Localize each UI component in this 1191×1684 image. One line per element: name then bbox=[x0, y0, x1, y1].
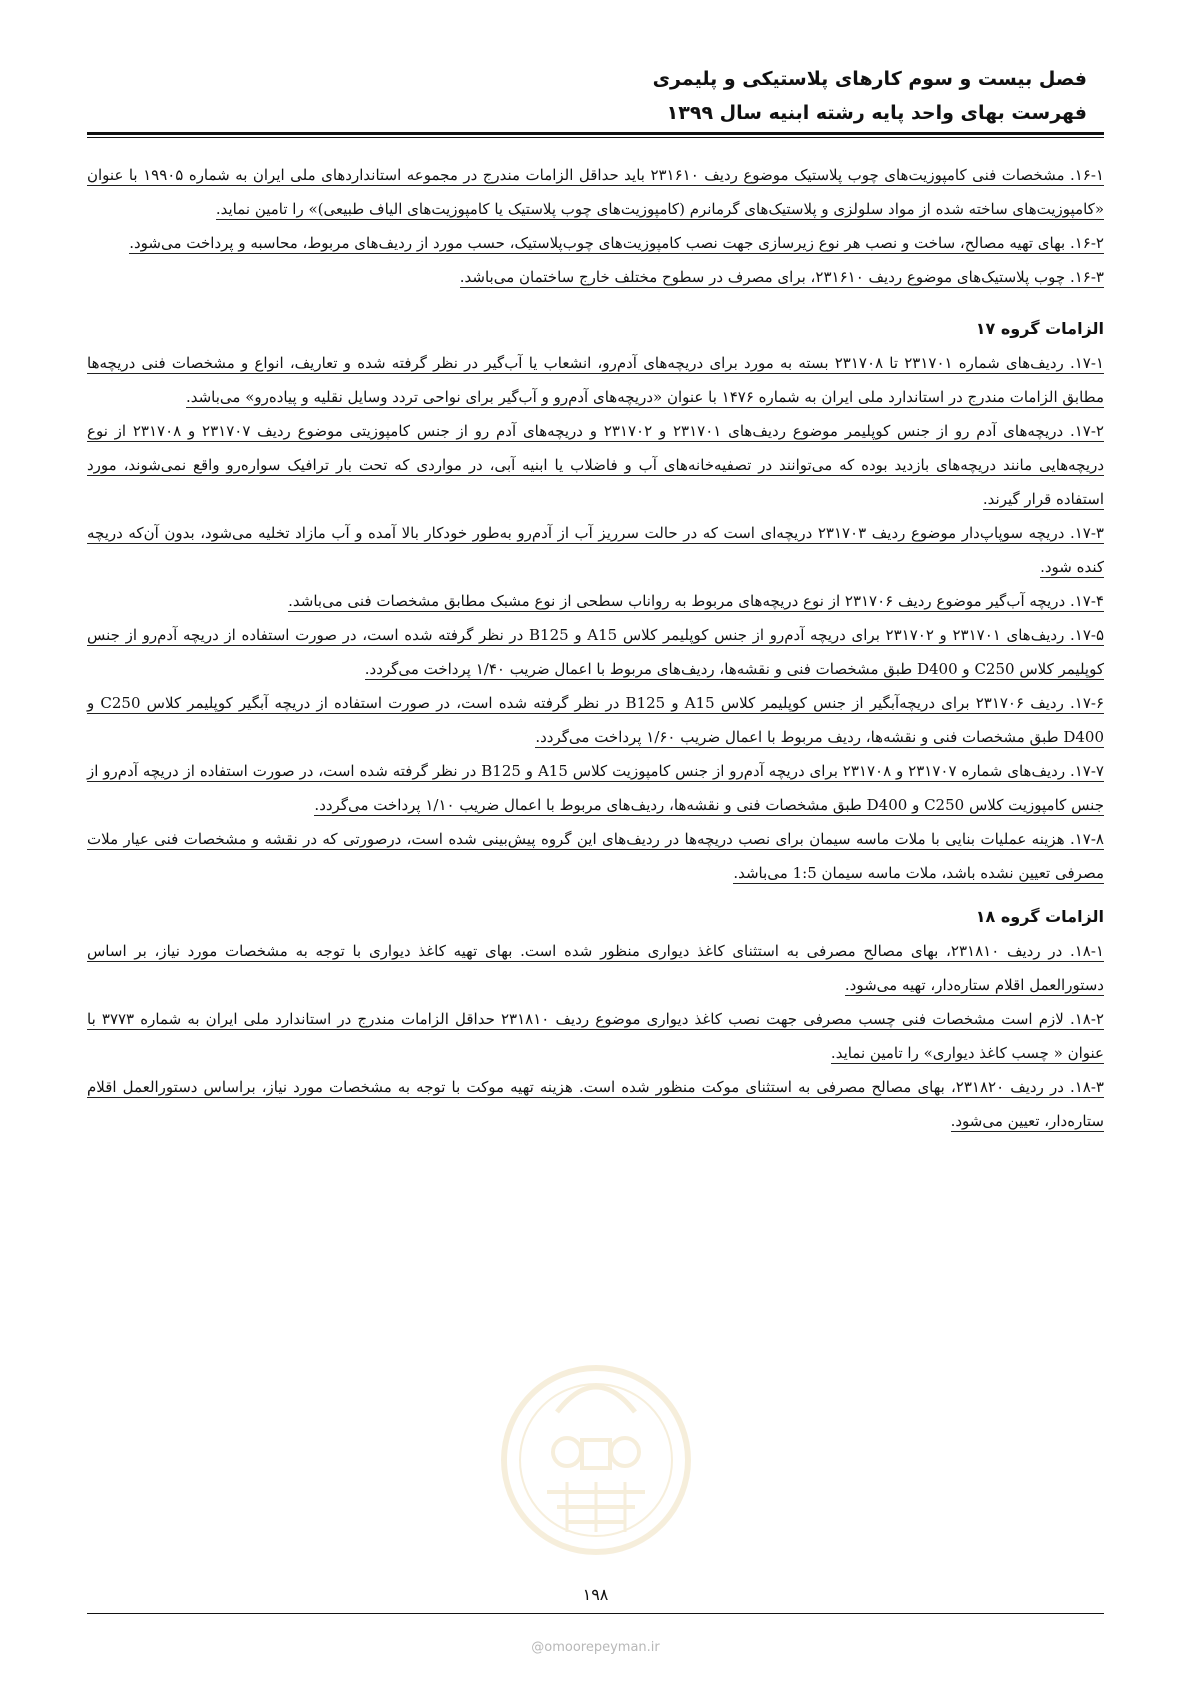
paragraph-17-4: ۱۷-۴. دریچه آب‌گیر موضوع ردیف ۲۳۱۷۰۶ از نوع دریچه‌های مربوط به رواناب سطحی از نوع مشبک مطابق مشخصات فنی می‌باشد. bbox=[288, 592, 1104, 610]
paragraph-17-6: ۱۷-۶. ردیف ۲۳۱۷۰۶ برای دریچه‌آبگیر از جنس کوپلیمر کلاس A15 و B125 در نظر گرفته شده است، در صورت استفاده از دریچه آبگیر کوپلیمر کلاس C250 و D400 طبق مشخصات فنی و نقشه‌ها، ردیف مربوط با اعمال ضریب ۱/۶۰ پرداخت می‌گردد. bbox=[87, 694, 1105, 746]
paragraph-17-1: ۱۷-۱. ردیف‌های شماره ۲۳۱۷۰۱ تا ۲۳۱۷۰۸ بسته به مورد برای دریچه‌های آدم‌رو، انشعاب یا آب‌گیر در نظر گرفته شده و تعاریف، انواع و مشخصات فنی دریچه‌ها مطابق الزامات مندرج در استاندارد ملی ایران به شماره ۱۴۷۶ با عنوان «دریچه‌های آدم‌رو و آب‌گیر برای نواحی تردد وسایل نقلیه و پیاده‌رو» می‌باشد. bbox=[87, 354, 1104, 406]
section-title-group-18: الزامات گروه ۱۸ bbox=[975, 907, 1104, 926]
paragraph-16-3: ۱۶-۳. چوب پلاستیک‌های موضوع ردیف ۲۳۱۶۱۰، برای مصرف در سطوح مختلف خارج ساختمان می‌باشد. bbox=[459, 268, 1104, 286]
document-body bbox=[87, 158, 1104, 1138]
chapter-title: فصل بیست و سوم کارهای پلاستیکی و پلیمری bbox=[652, 68, 1087, 90]
watermark-seal-icon bbox=[497, 1342, 695, 1560]
paragraph-17-5: ۱۷-۵. ردیف‌های ۲۳۱۷۰۱ و ۲۳۱۷۰۲ برای دریچه آدم‌رو از جنس کوپلیمر کلاس A15 و B125 در نظر گرفته شده است، در صورت استفاده از دریچه آدم‌رو از جنس کوپلیمر کلاس C250 و D400 طبق مشخصات فنی و نقشه‌ها، ردیف‌های مربوط با اعمال ضریب ۱/۴۰ پرداخت می‌گردد. bbox=[87, 626, 1105, 678]
paragraph-17-3: ۱۷-۳. دریچه سوپاپ‌دار موضوع ردیف ۲۳۱۷۰۳ دریچه‌ای است که در حالت سرریز آب از آدم‌رو به‌طور خودکار بالا آمده و آب مازاد تخلیه می‌شود، بدون آن‌که دریچه کنده شود. bbox=[87, 524, 1104, 576]
paragraph-16-1: ۱۶-۱. مشخصات فنی کامپوزیت‌های چوب پلاستیک موضوع ردیف ۲۳۱۶۱۰ باید حداقل الزامات مندرج در مجموعه استانداردهای ملی ایران به شماره ۱۹۹۰۵ با عنوان «کامپوزیت‌های ساخته شده از مواد سلولزی و پلاستیک‌های گرمانرم (کامپوزیت‌های چوب پلاستیک یا کامپوزیت‌های الیاف طبیعی)» را تامین نماید. bbox=[87, 166, 1104, 218]
footer-rule bbox=[87, 1613, 1104, 1614]
header-rule-thin bbox=[87, 137, 1104, 138]
paragraph-17-2: ۱۷-۲. دریچه‌های آدم رو از جنس کوپلیمر موضوع ردیف‌های ۲۳۱۷۰۱ و ۲۳۱۷۰۲ و دریچه‌های آدم رو از جنس کامپوزیتی موضوع ردیف ۲۳۱۷۰۷ و ۲۳۱۷۰۸ از نوع دریچه‌هایی مانند دریچه‌های بازدید بوده که می‌توانند در تصفیه‌خانه‌های آب و فاضلاب یا ابنیه آبی، در مواردی که تحت بار ترافیک سواره‌رو واقع نمی‌شوند، مورد استفاده قرار گیرند. bbox=[87, 422, 1104, 508]
website-watermark: @omoorepeyman.ir bbox=[531, 1640, 660, 1655]
page-header bbox=[107, 62, 1087, 130]
paragraph-17-7: ۱۷-۷. ردیف‌های شماره ۲۳۱۷۰۷ و ۲۳۱۷۰۸ برای دریچه آدم‌رو از جنس کامپوزیت کلاس A15 و B125 در نظر گرفته شده است، در صورت استفاده از دریچه آدم‌رو از جنس کامپوزیت کلاس C250 و D400 طبق مشخصات فنی و نقشه‌ها، ردیف‌های مربوط با اعمال ضریب ۱/۱۰ پرداخت می‌گردد. bbox=[87, 762, 1104, 814]
price-list-title: فهرست بهای واحد پایه رشته ابنیه سال ۱۳۹۹ bbox=[666, 102, 1087, 124]
page-number: ۱۹۸ bbox=[582, 1585, 609, 1604]
paragraph-17-8: ۱۷-۸. هزینه عملیات بنایی با ملات ماسه سیمان برای نصب دریچه‌ها در ردیف‌های این گروه پیش‌بینی شده است، درصورتی که در نقشه و مشخصات فنی عیار ملات مصرفی تعیین نشده باشد، ملات ماسه سیمان 1:5 می‌باشد. bbox=[87, 830, 1104, 882]
section-title-group-17: الزامات گروه ۱۷ bbox=[975, 319, 1104, 338]
paragraph-18-1: ۱۸-۱. در ردیف ۲۳۱۸۱۰، بهای مصالح مصرفی به استثنای کاغذ دیواری منظور شده است. بهای تهیه کاغذ دیواری با توجه به مشخصات مورد نیاز، بر اساس دستورالعمل اقلام ستاره‌دار، تهیه می‌شود. bbox=[87, 942, 1104, 994]
paragraph-18-3: ۱۸-۳. در ردیف ۲۳۱۸۲۰، بهای مصالح مصرفی به استثنای موکت منظور شده است. هزینه تهیه موکت با توجه به مشخصات مورد نیاز، براساس دستورالعمل اقلام ستاره‌دار، تعیین می‌شود. bbox=[87, 1078, 1104, 1130]
paragraph-16-2: ۱۶-۲. بهای تهیه مصالح، ساخت و نصب هر نوع زیرسازی جهت نصب کامپوزیت‌های چوب‌پلاستیک، حسب مورد از ردیف‌های مربوط، محاسبه و پرداخت می‌شود. bbox=[129, 234, 1104, 252]
header-rule-thick bbox=[87, 132, 1104, 135]
paragraph-18-2: ۱۸-۲. لازم است مشخصات فنی چسب مصرفی جهت نصب کاغذ دیواری موضوع ردیف ۲۳۱۸۱۰ حداقل الزامات مندرج در استاندارد ملی ایران به شماره ۳۷۷۳ با عنوان « چسب کاغذ دیواری» را تامین نماید. bbox=[87, 1010, 1104, 1062]
